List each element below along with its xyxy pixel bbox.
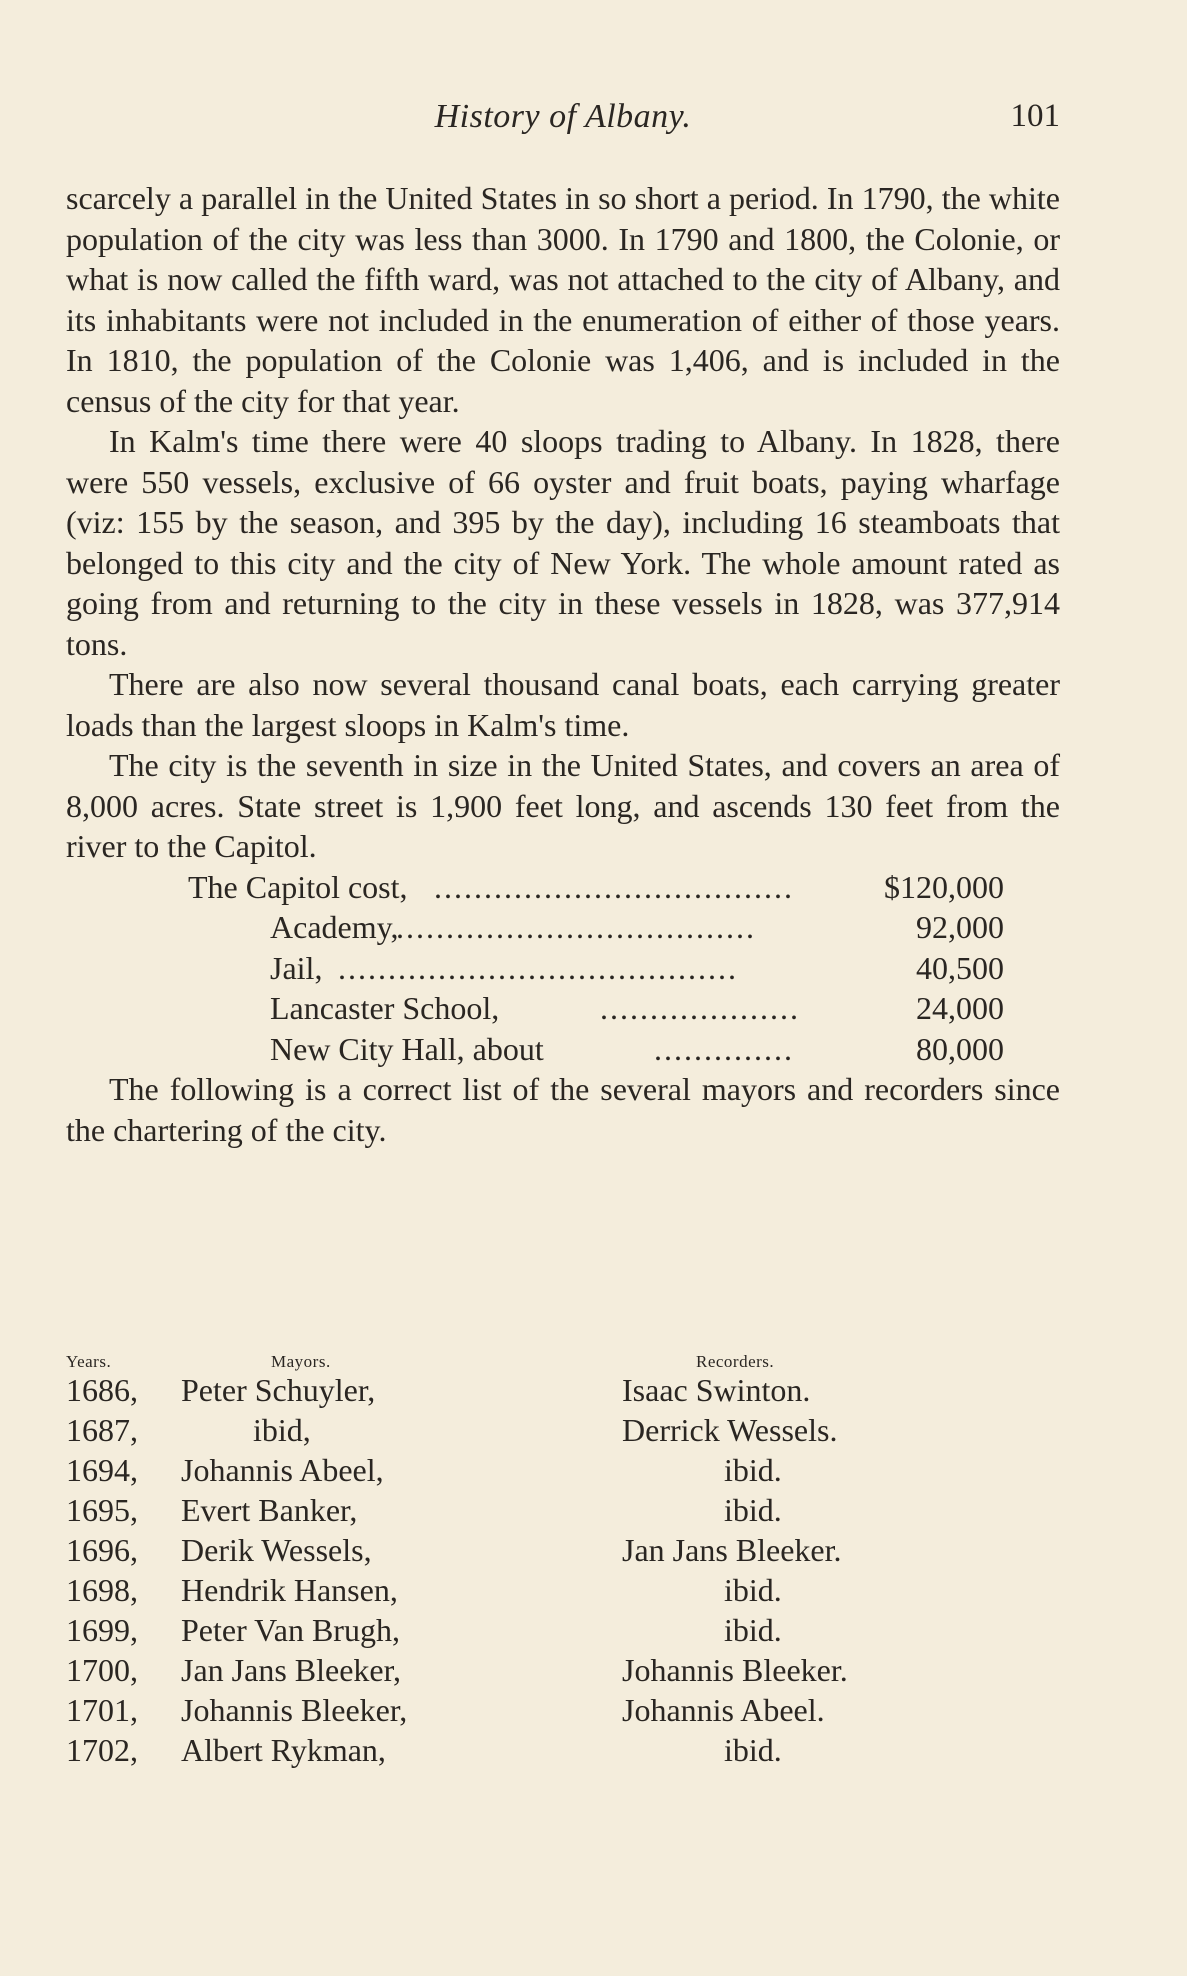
- table-body: [66, 1372, 1060, 1772]
- leader-dots: ........................................: [338, 949, 738, 986]
- recorder-cell: Johannis Abeel.: [622, 1692, 825, 1728]
- table-row: [66, 1572, 1060, 1612]
- mayor-cell: Hendrik Hansen,: [181, 1572, 398, 1608]
- year-cell: 1702,: [66, 1732, 138, 1768]
- year-cell: 1694,: [66, 1452, 138, 1488]
- year-cell: 1687,: [66, 1412, 138, 1448]
- paragraph-population: scarcely a parallel in the United States in so short a period. In 1790, the white population of the city was less than 3000. In 1790 and 1800, the Colonie, or what is now called the fifth ward, was not attached to the city of Albany, and its inhabitants were not included in the enumeration of either of those years. In 1810, the population of the Colonie was 1,406, and is included in the census of the city for that year.: [66, 180, 1060, 419]
- mayors-recorders-table: [66, 1348, 1060, 1772]
- cost-row: [188, 948, 1004, 989]
- table-row: [66, 1372, 1060, 1412]
- mayor-cell: Derik Wessels,: [181, 1532, 372, 1568]
- table-row: [66, 1652, 1060, 1692]
- cost-amount: 80,000: [916, 1030, 1004, 1067]
- cost-row: [188, 867, 1004, 908]
- mayor-cell: Peter Van Brugh,: [181, 1612, 400, 1648]
- table-row: [66, 1412, 1060, 1452]
- recorder-cell: ibid.: [724, 1572, 782, 1608]
- cost-amount: 40,500: [916, 949, 1004, 986]
- recorder-cell: Isaac Swinton.: [622, 1372, 811, 1408]
- table-row: [66, 1692, 1060, 1732]
- table-row: [66, 1732, 1060, 1772]
- paragraph-list-intro: The following is a correct list of the several mayors and recorders since the chartering of the city.: [66, 1071, 1060, 1148]
- paragraph-canal-boats: There are also now several thousand canal boats, each carrying greater loads than the largest sloops in Kalm's time.: [66, 666, 1060, 743]
- page-number: 101: [1010, 98, 1060, 134]
- cost-row: [188, 907, 1004, 948]
- mayor-cell: Evert Banker,: [181, 1492, 358, 1528]
- leader-dots: ....................................: [434, 868, 794, 905]
- mayor-cell: Johannis Bleeker,: [181, 1692, 408, 1728]
- page-header: [66, 98, 1060, 148]
- year-cell: 1695,: [66, 1492, 138, 1528]
- cost-list: [188, 867, 1004, 1070]
- cost-label: Jail,: [270, 949, 323, 986]
- recorders-header: Recorders.: [696, 1352, 775, 1371]
- cost-label: The Capitol cost,: [188, 868, 408, 905]
- table-row: [66, 1532, 1060, 1572]
- body-text: [66, 178, 1060, 1150]
- year-cell: 1686,: [66, 1372, 138, 1408]
- cost-amount: $120,000: [884, 868, 1004, 905]
- mayor-cell: Albert Rykman,: [181, 1732, 386, 1768]
- years-header: Years.: [66, 1352, 112, 1371]
- cost-label: Lancaster School,: [270, 990, 500, 1026]
- year-cell: 1698,: [66, 1572, 138, 1608]
- recorder-cell: Derrick Wessels.: [622, 1412, 838, 1448]
- mayors-header: Mayors.: [271, 1352, 331, 1371]
- recorder-cell: ibid.: [724, 1492, 782, 1528]
- cost-label: Academy,: [270, 909, 399, 945]
- mayor-cell: Johannis Abeel,: [181, 1452, 384, 1488]
- leader-dots: ....................: [600, 990, 800, 1026]
- mayor-cell: Peter Schuyler,: [181, 1372, 376, 1408]
- table-row: [66, 1452, 1060, 1492]
- running-title: History of Albany.: [434, 98, 692, 135]
- year-cell: 1699,: [66, 1612, 138, 1648]
- recorder-cell: ibid.: [724, 1732, 782, 1768]
- table-row: [66, 1612, 1060, 1652]
- recorder-cell: Johannis Bleeker.: [622, 1652, 848, 1688]
- recorder-cell: ibid.: [724, 1452, 782, 1488]
- year-cell: 1700,: [66, 1652, 138, 1688]
- table-row: [66, 1492, 1060, 1532]
- leader-dots: ..............: [654, 1030, 794, 1067]
- mayor-cell: Jan Jans Bleeker,: [181, 1652, 401, 1688]
- table-header: [66, 1348, 1060, 1372]
- year-cell: 1696,: [66, 1532, 138, 1568]
- cost-row: [188, 988, 1004, 1029]
- cost-label: New City Hall, about: [270, 1030, 544, 1067]
- cost-amount: 92,000: [916, 909, 1004, 945]
- paragraph-city-size: The city is the seventh in size in the United States, and covers an area of 8,000 acres. State street is 1,900 feet long, and ascends 130 feet from the river to the Capitol.: [66, 747, 1060, 864]
- cost-amount: 24,000: [916, 990, 1004, 1026]
- leader-dots: ....................................: [396, 909, 756, 945]
- cost-row: [188, 1029, 1004, 1070]
- year-cell: 1701,: [66, 1692, 138, 1728]
- recorder-cell: Jan Jans Bleeker.: [622, 1532, 842, 1568]
- recorder-cell: ibid.: [724, 1612, 782, 1648]
- paragraph-vessels: In Kalm's time there were 40 sloops trading to Albany. In 1828, there were 550 vessels, exclusive of 66 oyster and fruit boats, paying wharfage (viz: 155 by the season, and 395 by the day), including 16 steamboats that belonged to this city and the city of New York. The whole amount rated as going from and returning to the city in these vessels in 1828, was 377,914 tons.: [66, 423, 1060, 662]
- mayor-cell: ibid,: [253, 1412, 311, 1448]
